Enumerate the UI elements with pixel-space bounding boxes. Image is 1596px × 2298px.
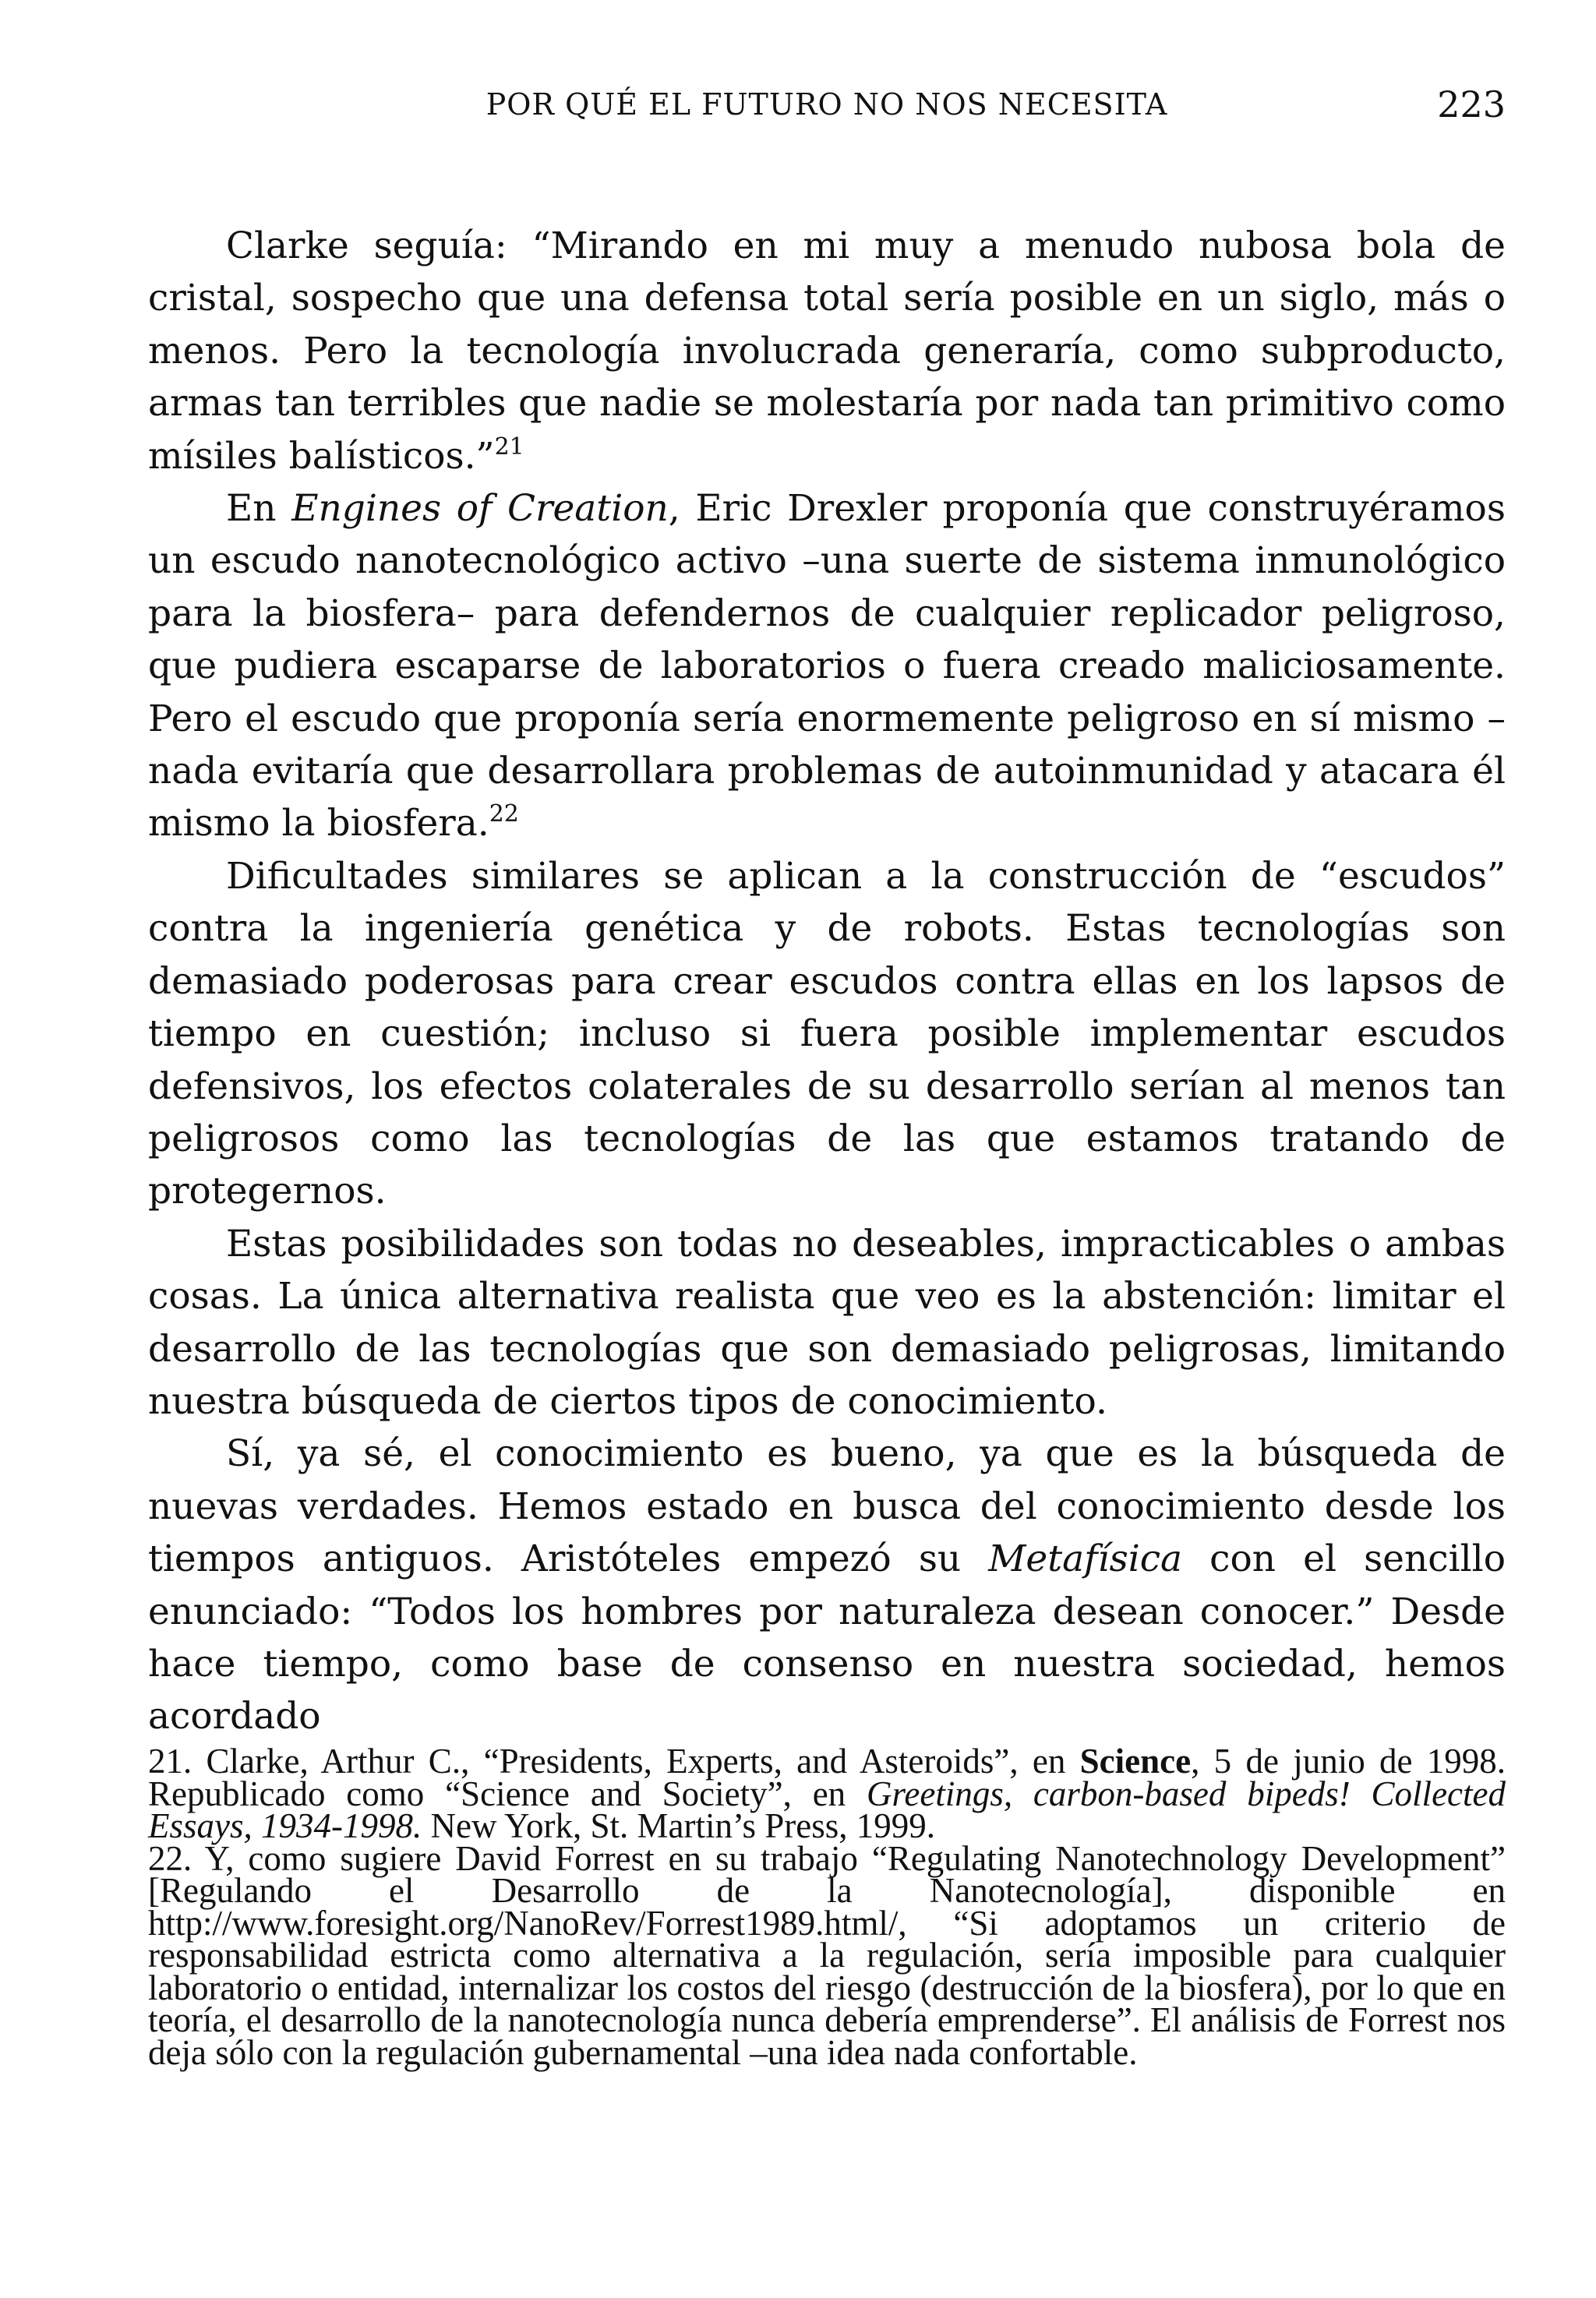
paragraph-5 [148,1428,1506,1742]
paragraph-4: Estas posibilidades son todas no deseables, impracticables o ambas cosas. La única alternativa realista que veo es la abstención: limitar el desarrollo de las tecnologías que son demasiado peligrosas, limitando nuestra búsqueda de ciertos tipos de conocimiento. [148,1222,1506,1423]
paragraph-5-text: con el sencillo enunciado: “Todos los hombres por naturaleza desean conocer.” Desde hace tiempo, como base de consenso en nuestra sociedad, hemos acordado [148,1537,1506,1739]
paragraph-2-lead: En [226,487,292,531]
footnotes [148,1742,1506,2072]
running-title: POR QUÉ EL FUTURO NO NOS NECESITA [486,87,1168,122]
footnote-21-text-b: , 5 de junio de 1998. Republicado como “Science and Society”, en [148,1742,1506,1813]
footnote-21-text-c: New York, St. Martin’s Press, 1999. [422,1806,936,1845]
journal-title-science: Science [1079,1742,1192,1781]
page-number: 223 [1437,83,1506,125]
paragraph-1 [148,220,1506,482]
book-title-metafisica: Metafísica [988,1537,1183,1581]
running-head [148,81,1506,128]
footnote-ref-21: 21 [494,432,524,461]
footnote-21 [148,1742,1506,1845]
footnote-21-text-a: 21. Clarke, Arthur C., “Presidents, Experts, and Asteroids”, en [148,1742,1080,1781]
paragraph-3: Dificultades similares se aplican a la construcción de “escudos” contra la ingeniería genética y de robots. Estas tecnologías son demasiado poderosas para crear escudos contra ellas en los lapsos de tiempo en cuestión; incluso si fuera posible implementar escudos defensivos, los efectos colaterales de su desarrollo serían al menos tan peligrosos como las tecnologías de las que estamos tratando de protegernos. [148,854,1506,1213]
paragraph-5-lead: Sí, ya sé, el conocimiento es bueno, ya que es la búsqueda de nuevas verdades. Hemos estado en busca del conocimiento desde los tiempos antiguos. Aristóteles empezó su [148,1432,1506,1581]
paragraph-2 [148,482,1506,850]
body-text [148,220,1506,1743]
paragraph-2-text: , Eric Drexler proponía que construyéramos un escudo nanotecnológico activo –una suerte de sistema inmunológico para la biosfera– para defendernos de cualquier replicador peligroso, que pudiera escaparse de laboratorios o fuera creado maliciosamente. Pero el escudo que proponía sería enormemente peligroso en sí mismo –nada evitaría que desarrollara problemas de autoinmunidad y atacara él mismo la biosfera. [148,487,1506,845]
paragraph-1-text: Clarke seguía: “Mirando en mi muy a menudo nubosa bola de cristal, sospecho que una defensa total sería posible en un siglo, más o menos. Pero la tecnología involucrada generaría, como subproducto, armas tan terribles que nadie se molestaría por nada tan primitivo como mísiles balísticos.” [148,224,1506,478]
book-title-greetings: Greetings, carbon-based bipeds! Collected Essays, 1934-1998. [148,1774,1506,1845]
footnote-ref-22: 22 [489,800,519,828]
footnote-22: 22. Y, como sugiere David Forrest en su trabajo “Regulating Nanotechnology Development” [Regulando el Desarrollo de la Nanotecnología], disponible en http://www.foresight.org/NanoRev/Forrest1989.html/, “Si adoptamos un criterio de responsabilidad estricta como alternativa a la regulación, sería imposible para cualquier laboratorio o entidad, internalizar los costos del riesgo (destrucción de la biosfera), por lo que en teoría, el desarrollo de la nanotecnología nunca debería emprenderse”. El análisis de Forrest nos deja sólo con la regulación gubernamental –una idea nada confortable. [148,1838,1506,2072]
book-title-engines-of-creation: Engines of Creation [291,487,669,531]
